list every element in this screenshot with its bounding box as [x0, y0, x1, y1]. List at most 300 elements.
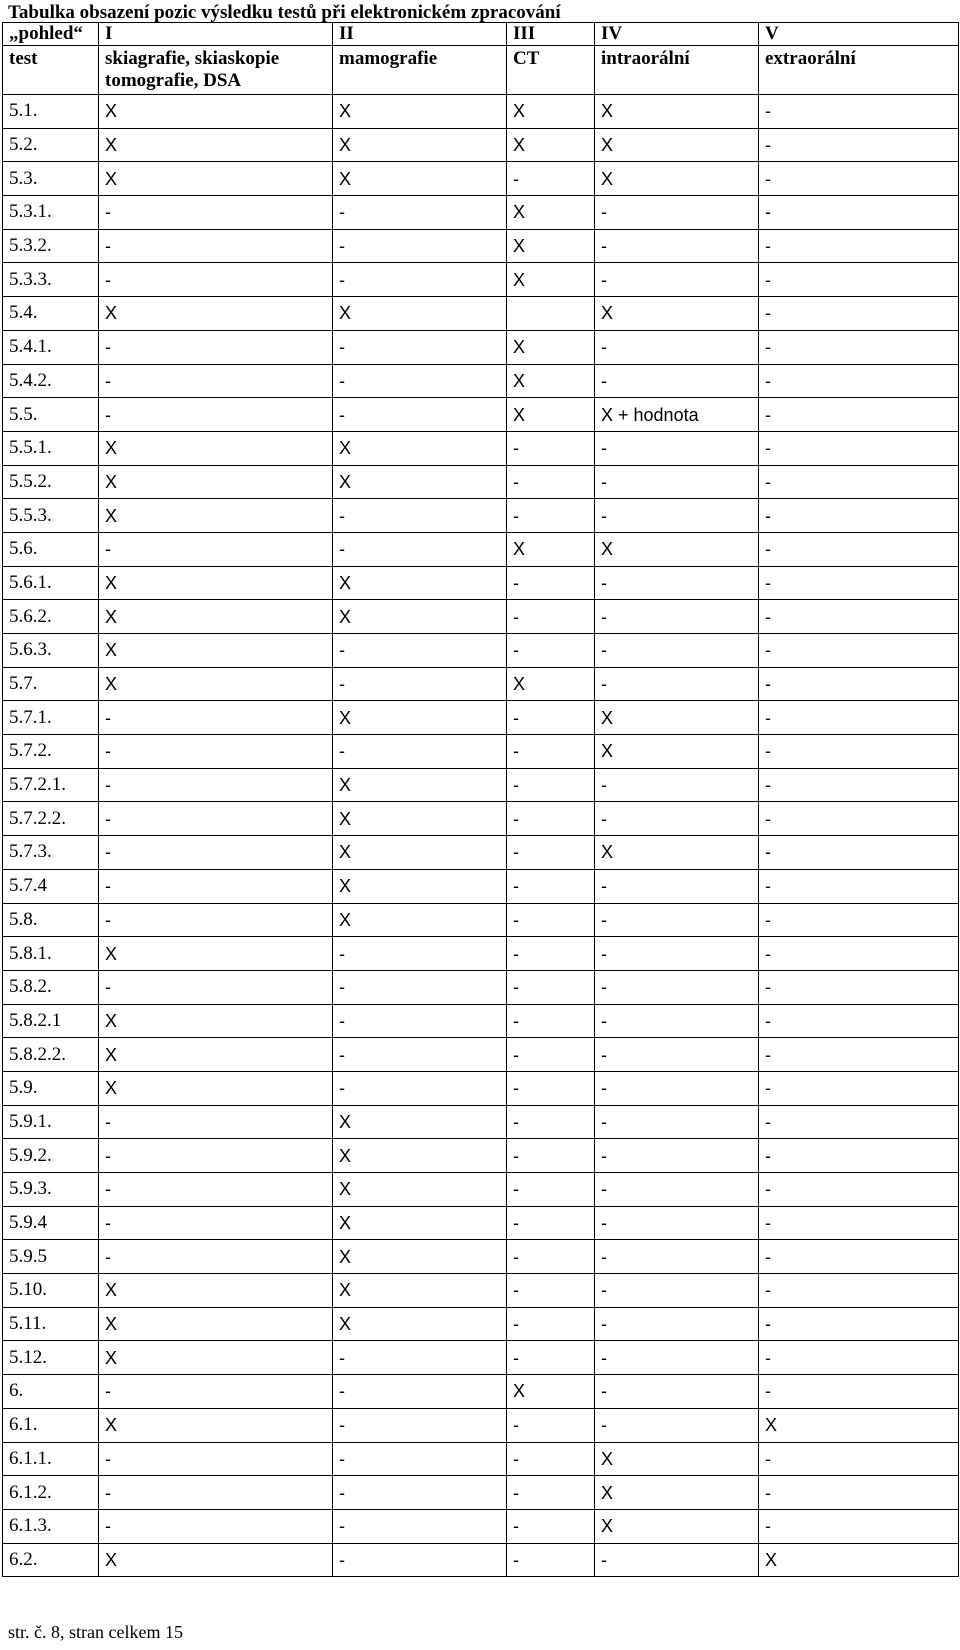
cell-col-1: -	[99, 1240, 333, 1274]
cell-col-1: -	[99, 903, 333, 937]
cell-col-2: X	[333, 431, 507, 465]
cell-test-id: 5.9.5	[3, 1240, 99, 1274]
cell-col-4: -	[595, 1071, 759, 1105]
cell-col-4: X + hodnota	[595, 398, 759, 432]
table-row	[3, 330, 959, 364]
cell-test-id: 6.1.	[3, 1408, 99, 1442]
cell-col-3: -	[507, 1274, 595, 1308]
cell-col-5: -	[759, 364, 959, 398]
cell-col-5: -	[759, 667, 959, 701]
table-row	[3, 1240, 959, 1274]
cell-col-1: X	[99, 667, 333, 701]
cell-col-4: X	[595, 1442, 759, 1476]
cell-col-3: -	[507, 937, 595, 971]
cell-col-5: -	[759, 1038, 959, 1072]
cell-col-3: -	[507, 869, 595, 903]
cell-test-id: 6.1.2.	[3, 1476, 99, 1510]
cell-col-2: X	[333, 768, 507, 802]
cell-col-1: X	[99, 128, 333, 162]
table-row	[3, 431, 959, 465]
cell-test-id: 6.1.3.	[3, 1509, 99, 1543]
cell-col-5: -	[759, 1071, 959, 1105]
cell-col-3: -	[507, 1341, 595, 1375]
cell-test-id: 5.5.1.	[3, 431, 99, 465]
table-row	[3, 735, 959, 769]
cell-col-3: X	[507, 364, 595, 398]
table-row	[3, 802, 959, 836]
cell-test-id: 5.7.1.	[3, 701, 99, 735]
cell-test-id: 5.6.3.	[3, 634, 99, 668]
header-col-5: V	[759, 23, 959, 46]
header-view: „pohled“	[3, 23, 99, 46]
cell-test-id: 5.9.1.	[3, 1105, 99, 1139]
cell-col-3: -	[507, 465, 595, 499]
cell-col-4: -	[595, 937, 759, 971]
cell-col-1: -	[99, 869, 333, 903]
table-row	[3, 196, 959, 230]
cell-col-2: X	[333, 903, 507, 937]
cell-test-id: 5.7.2.	[3, 735, 99, 769]
table-row	[3, 836, 959, 870]
table-row	[3, 970, 959, 1004]
cell-col-3: -	[507, 768, 595, 802]
cell-col-2: -	[333, 1004, 507, 1038]
cell-col-1: -	[99, 1139, 333, 1173]
cell-col-3: X	[507, 196, 595, 230]
cell-col-4: X	[595, 95, 759, 129]
cell-col-5: -	[759, 970, 959, 1004]
cell-col-2: X	[333, 802, 507, 836]
cell-col-4: -	[595, 1004, 759, 1038]
table-row	[3, 1038, 959, 1072]
table-row	[3, 1071, 959, 1105]
cell-test-id: 5.2.	[3, 128, 99, 162]
cell-col-2: -	[333, 667, 507, 701]
cell-col-1: -	[99, 768, 333, 802]
cell-col-3: -	[507, 735, 595, 769]
table-row	[3, 499, 959, 533]
cell-col-1: -	[99, 1206, 333, 1240]
cell-col-5: -	[759, 263, 959, 297]
cell-test-id: 5.5.2.	[3, 465, 99, 499]
cell-test-id: 6.1.1.	[3, 1442, 99, 1476]
cell-col-4: -	[595, 600, 759, 634]
cell-col-1: -	[99, 1442, 333, 1476]
cell-col-3: -	[507, 1442, 595, 1476]
cell-col-5: -	[759, 499, 959, 533]
header-row-roman	[3, 23, 959, 46]
cell-col-1: -	[99, 836, 333, 870]
table-row	[3, 398, 959, 432]
cell-col-1: X	[99, 1004, 333, 1038]
cell-col-1: X	[99, 1341, 333, 1375]
cell-col-5: X	[759, 1408, 959, 1442]
cell-col-3: X	[507, 398, 595, 432]
cell-test-id: 5.9.3.	[3, 1173, 99, 1207]
cell-col-1: -	[99, 1509, 333, 1543]
cell-col-3: -	[507, 970, 595, 1004]
cell-col-2: -	[333, 398, 507, 432]
results-table	[2, 22, 959, 1577]
cell-col-5: -	[759, 768, 959, 802]
cell-col-5: -	[759, 229, 959, 263]
cell-col-4: -	[595, 1307, 759, 1341]
cell-test-id: 5.11.	[3, 1307, 99, 1341]
cell-col-2: X	[333, 1139, 507, 1173]
cell-col-1: X	[99, 1307, 333, 1341]
cell-col-3: -	[507, 499, 595, 533]
cell-col-2: X	[333, 128, 507, 162]
cell-test-id: 5.7.2.1.	[3, 768, 99, 802]
table-row	[3, 95, 959, 129]
cell-col-4: -	[595, 330, 759, 364]
cell-col-4: -	[595, 1139, 759, 1173]
header-extraoralni: extraorální	[759, 46, 959, 95]
cell-test-id: 5.4.	[3, 297, 99, 331]
cell-test-id: 5.6.	[3, 532, 99, 566]
cell-col-5: -	[759, 634, 959, 668]
cell-col-3: -	[507, 1173, 595, 1207]
cell-col-3: -	[507, 162, 595, 196]
table-row	[3, 768, 959, 802]
cell-col-1: -	[99, 398, 333, 432]
cell-col-5: -	[759, 128, 959, 162]
cell-col-1: X	[99, 634, 333, 668]
table-row	[3, 1442, 959, 1476]
cell-col-5: -	[759, 735, 959, 769]
cell-test-id: 5.8.1.	[3, 937, 99, 971]
cell-col-5: -	[759, 1240, 959, 1274]
cell-test-id: 5.8.	[3, 903, 99, 937]
cell-col-4: -	[595, 1408, 759, 1442]
cell-col-2: X	[333, 1173, 507, 1207]
cell-col-1: X	[99, 566, 333, 600]
cell-col-5: -	[759, 465, 959, 499]
cell-col-4: -	[595, 802, 759, 836]
cell-col-5: -	[759, 532, 959, 566]
cell-col-2: X	[333, 600, 507, 634]
cell-col-3: X	[507, 667, 595, 701]
cell-col-4: X	[595, 297, 759, 331]
cell-col-4: X	[595, 162, 759, 196]
cell-test-id: 5.7.4	[3, 869, 99, 903]
cell-col-5: -	[759, 398, 959, 432]
cell-test-id: 5.10.	[3, 1274, 99, 1308]
cell-col-1: X	[99, 499, 333, 533]
header-mamografie: mamografie	[333, 46, 507, 95]
cell-col-4: -	[595, 1206, 759, 1240]
cell-col-2: X	[333, 701, 507, 735]
cell-col-3	[507, 297, 595, 331]
table-row	[3, 1341, 959, 1375]
cell-col-4: -	[595, 1038, 759, 1072]
cell-col-5: -	[759, 1375, 959, 1409]
table-row	[3, 1004, 959, 1038]
cell-col-5: -	[759, 297, 959, 331]
cell-col-1: -	[99, 330, 333, 364]
cell-test-id: 6.	[3, 1375, 99, 1409]
cell-col-4: -	[595, 1240, 759, 1274]
cell-col-2: -	[333, 1509, 507, 1543]
cell-col-4: X	[595, 128, 759, 162]
cell-col-5: -	[759, 1274, 959, 1308]
table-row	[3, 566, 959, 600]
cell-col-4: -	[595, 196, 759, 230]
cell-col-2: -	[333, 1543, 507, 1577]
cell-col-3: X	[507, 95, 595, 129]
cell-test-id: 5.3.	[3, 162, 99, 196]
table-row	[3, 1307, 959, 1341]
cell-col-3: -	[507, 1206, 595, 1240]
table-row	[3, 297, 959, 331]
cell-col-1: -	[99, 532, 333, 566]
table-row	[3, 600, 959, 634]
cell-col-1: -	[99, 196, 333, 230]
header-col-3: III	[507, 23, 595, 46]
cell-col-2: -	[333, 634, 507, 668]
header-row-modality	[3, 46, 959, 95]
cell-col-4: -	[595, 1105, 759, 1139]
cell-col-2: X	[333, 836, 507, 870]
table-row	[3, 1543, 959, 1577]
table-row	[3, 532, 959, 566]
cell-test-id: 5.9.4	[3, 1206, 99, 1240]
table-title: Tabulka obsazení pozic výsledku testů při elektronickém zpracování	[8, 2, 561, 23]
cell-col-1: X	[99, 297, 333, 331]
cell-col-1: -	[99, 1105, 333, 1139]
cell-col-2: X	[333, 1307, 507, 1341]
cell-col-5: -	[759, 903, 959, 937]
header-skiagrafie: skiagrafie, skiaskopie tomografie, DSA	[99, 46, 333, 95]
cell-col-5: -	[759, 330, 959, 364]
cell-test-id: 5.12.	[3, 1341, 99, 1375]
cell-test-id: 5.8.2.2.	[3, 1038, 99, 1072]
cell-col-4: X	[595, 532, 759, 566]
cell-col-2: X	[333, 162, 507, 196]
cell-col-2: X	[333, 95, 507, 129]
cell-col-5: -	[759, 1476, 959, 1510]
table-row	[3, 162, 959, 196]
cell-col-4: -	[595, 634, 759, 668]
cell-test-id: 5.1.	[3, 95, 99, 129]
cell-col-4: -	[595, 1173, 759, 1207]
table-row	[3, 903, 959, 937]
cell-col-1: -	[99, 701, 333, 735]
cell-col-4: X	[595, 836, 759, 870]
table-row	[3, 1476, 959, 1510]
cell-col-4: -	[595, 1341, 759, 1375]
cell-col-1: -	[99, 1375, 333, 1409]
cell-col-1: X	[99, 1274, 333, 1308]
cell-col-2: -	[333, 1038, 507, 1072]
cell-col-1: -	[99, 1476, 333, 1510]
cell-col-1: -	[99, 735, 333, 769]
cell-col-5: -	[759, 95, 959, 129]
cell-col-5: -	[759, 1105, 959, 1139]
cell-test-id: 6.2.	[3, 1543, 99, 1577]
cell-col-3: -	[507, 1071, 595, 1105]
cell-col-3: -	[507, 1476, 595, 1510]
table-row	[3, 263, 959, 297]
table-row	[3, 128, 959, 162]
cell-col-2: -	[333, 1408, 507, 1442]
cell-col-2: -	[333, 499, 507, 533]
cell-test-id: 5.4.2.	[3, 364, 99, 398]
cell-col-3: -	[507, 1543, 595, 1577]
cell-col-2: -	[333, 1375, 507, 1409]
cell-col-5: -	[759, 1139, 959, 1173]
cell-test-id: 5.3.3.	[3, 263, 99, 297]
cell-col-2: -	[333, 735, 507, 769]
cell-col-4: -	[595, 465, 759, 499]
cell-col-1: X	[99, 937, 333, 971]
cell-test-id: 5.5.	[3, 398, 99, 432]
cell-col-5: -	[759, 1307, 959, 1341]
cell-col-3: -	[507, 1105, 595, 1139]
cell-col-2: -	[333, 970, 507, 1004]
table-row	[3, 1509, 959, 1543]
cell-col-2: -	[333, 1442, 507, 1476]
cell-col-5: -	[759, 1509, 959, 1543]
cell-col-1: X	[99, 465, 333, 499]
cell-test-id: 5.6.1.	[3, 566, 99, 600]
cell-col-2: X	[333, 1105, 507, 1139]
cell-col-4: -	[595, 869, 759, 903]
cell-col-3: X	[507, 532, 595, 566]
cell-col-4: -	[595, 970, 759, 1004]
cell-col-3: -	[507, 566, 595, 600]
table-row	[3, 634, 959, 668]
cell-col-2: -	[333, 1341, 507, 1375]
cell-col-1: -	[99, 364, 333, 398]
cell-col-5: -	[759, 1173, 959, 1207]
cell-col-3: X	[507, 330, 595, 364]
table-row	[3, 1375, 959, 1409]
header-ct: CT	[507, 46, 595, 95]
cell-test-id: 5.3.2.	[3, 229, 99, 263]
cell-col-1: X	[99, 1071, 333, 1105]
cell-col-2: -	[333, 263, 507, 297]
cell-col-1: X	[99, 600, 333, 634]
cell-col-2: -	[333, 937, 507, 971]
cell-test-id: 5.7.2.2.	[3, 802, 99, 836]
cell-test-id: 5.9.	[3, 1071, 99, 1105]
cell-col-4: -	[595, 431, 759, 465]
cell-col-4: -	[595, 1274, 759, 1308]
cell-col-5: -	[759, 600, 959, 634]
cell-col-3: -	[507, 701, 595, 735]
cell-col-1: -	[99, 802, 333, 836]
cell-col-5: -	[759, 836, 959, 870]
header-col-4: IV	[595, 23, 759, 46]
header-test: test	[3, 46, 99, 95]
cell-col-5: -	[759, 1004, 959, 1038]
cell-col-3: -	[507, 903, 595, 937]
cell-test-id: 5.8.2.	[3, 970, 99, 1004]
cell-col-3: -	[507, 600, 595, 634]
cell-col-4: X	[595, 1476, 759, 1510]
cell-col-3: -	[507, 431, 595, 465]
cell-test-id: 5.9.2.	[3, 1139, 99, 1173]
table-row	[3, 869, 959, 903]
cell-col-2: -	[333, 1476, 507, 1510]
cell-col-2: X	[333, 1206, 507, 1240]
table-row	[3, 937, 959, 971]
cell-test-id: 5.8.2.1	[3, 1004, 99, 1038]
cell-col-3: -	[507, 836, 595, 870]
cell-col-3: -	[507, 1240, 595, 1274]
cell-col-3: -	[507, 802, 595, 836]
table-row	[3, 1408, 959, 1442]
cell-col-2: -	[333, 330, 507, 364]
cell-col-2: -	[333, 364, 507, 398]
table-row	[3, 1274, 959, 1308]
cell-col-4: -	[595, 903, 759, 937]
cell-col-3: -	[507, 1139, 595, 1173]
cell-col-2: -	[333, 1071, 507, 1105]
cell-col-5: -	[759, 802, 959, 836]
cell-test-id: 5.3.1.	[3, 196, 99, 230]
cell-col-1: -	[99, 263, 333, 297]
cell-col-4: -	[595, 566, 759, 600]
cell-col-5: -	[759, 162, 959, 196]
table-row	[3, 364, 959, 398]
cell-col-1: -	[99, 970, 333, 1004]
cell-col-3: -	[507, 1307, 595, 1341]
table-row	[3, 229, 959, 263]
cell-col-1: X	[99, 1038, 333, 1072]
table-row	[3, 465, 959, 499]
header-col-2: II	[333, 23, 507, 46]
cell-col-2: X	[333, 465, 507, 499]
cell-col-4: -	[595, 229, 759, 263]
cell-col-2: X	[333, 566, 507, 600]
cell-col-3: X	[507, 128, 595, 162]
cell-col-4: -	[595, 499, 759, 533]
cell-col-5: -	[759, 937, 959, 971]
cell-col-1: -	[99, 229, 333, 263]
cell-col-5: -	[759, 1442, 959, 1476]
cell-col-1: X	[99, 162, 333, 196]
cell-col-4: -	[595, 1543, 759, 1577]
cell-col-3: -	[507, 1004, 595, 1038]
cell-col-4: -	[595, 667, 759, 701]
cell-col-1: X	[99, 431, 333, 465]
cell-col-3: X	[507, 263, 595, 297]
cell-col-1: X	[99, 1543, 333, 1577]
cell-col-1: X	[99, 95, 333, 129]
cell-col-2: -	[333, 532, 507, 566]
cell-test-id: 5.5.3.	[3, 499, 99, 533]
header-col-1: I	[99, 23, 333, 46]
table-row	[3, 701, 959, 735]
cell-col-3: -	[507, 1408, 595, 1442]
cell-col-4: X	[595, 1509, 759, 1543]
cell-col-1: X	[99, 1408, 333, 1442]
table-row	[3, 1206, 959, 1240]
cell-col-3: X	[507, 229, 595, 263]
page-footer: str. č. 8, stran celkem 15	[8, 1622, 183, 1642]
cell-col-5: -	[759, 869, 959, 903]
cell-col-3: -	[507, 634, 595, 668]
cell-col-1: -	[99, 1173, 333, 1207]
cell-col-3: -	[507, 1038, 595, 1072]
table-row	[3, 667, 959, 701]
cell-col-4: -	[595, 1375, 759, 1409]
cell-col-4: -	[595, 768, 759, 802]
header-intraoralni: intraorální	[595, 46, 759, 95]
cell-col-2: X	[333, 1240, 507, 1274]
